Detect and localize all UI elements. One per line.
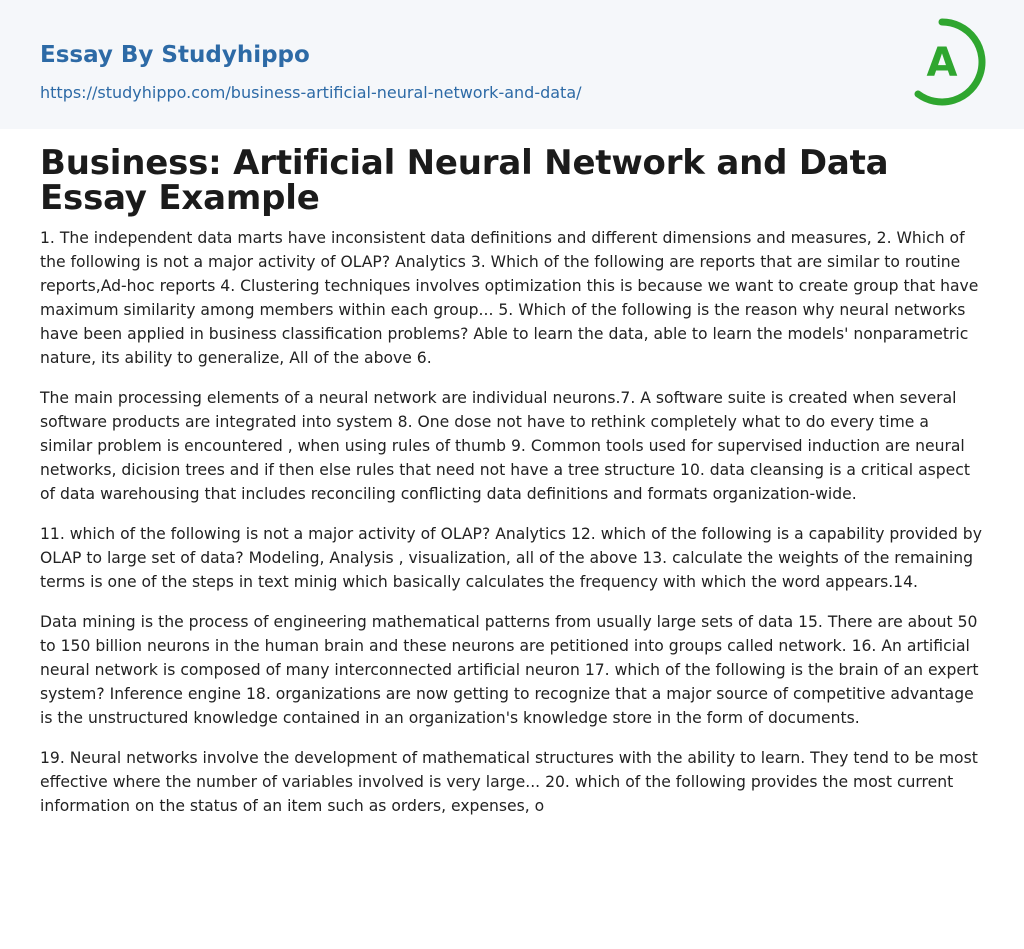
logo-letter: A xyxy=(926,40,958,86)
studyhippo-logo-icon[interactable] xyxy=(898,18,986,106)
article-paragraph: Data mining is the process of engineering mathematical patterns from usually large sets of data 15. There are about 50 to 150 billion neurons in the human brain and these neurons are petitioned into groups called network. 16. An artificial neural network is composed of many interconnected artificial neuron 17. which of the following is the brain of an expert system? Inference engine 18. organizations are now getting to recognize that a major source of competitive advantage is the unstructured knowledge contained in an organization's knowledge store in the form of documents. xyxy=(40,613,979,727)
site-brand[interactable]: Essay By Studyhippo xyxy=(40,42,310,68)
article xyxy=(0,143,1024,818)
article-paragraph: The main processing elements of a neural network are individual neurons.7. A software suite is created when several software products are integrated into system 8. One dose not have to rethink completely what to do every time a similar problem is encountered , when using rules of thumb 9. Common tools used for supervised induction are neural networks, dicision trees and if then else rules that need not have a tree structure 10. data cleansing is a critical aspect of data warehousing that includes reconciling conflicting data definitions and formats organization-wide. xyxy=(40,389,970,503)
article-title: Business: Artificial Neural Network and Data Essay Example xyxy=(40,143,889,218)
site-header xyxy=(0,0,1024,129)
page-url-link[interactable]: https://studyhippo.com/business-artificial-neural-network-and-data/ xyxy=(40,83,582,102)
article-paragraph: 19. Neural networks involve the development of mathematical structures with the ability to learn. They tend to be most effective where the number of variables involved is very large... 20. which of the following provides the most current information on the status of an item such as orders, expenses, o xyxy=(40,749,978,815)
article-paragraph: 1. The independent data marts have inconsistent data definitions and different dimensions and measures, 2. Which of the following is not a major activity of OLAP? Analytics 3. Which of the following are reports that are similar to routine reports,Ad-hoc reports 4. Clustering techniques involves optimization this is because we want to create group that have maximum similarity among members within each group... 5. Which of the following is the reason why neural networks have been applied in business classification problems? Able to learn the data, able to learn the models' nonparametric nature, its ability to generalize, All of the above 6. xyxy=(40,229,979,367)
article-paragraph: 11. which of the following is not a major activity of OLAP? Analytics 12. which of the following is a capability provided by OLAP to large set of data? Modeling, Analysis , visualization, all of the above 13. calculate the weights of the remaining terms is one of the steps in text minig which basically calculates the frequency with which the word appears.14. xyxy=(40,525,982,591)
